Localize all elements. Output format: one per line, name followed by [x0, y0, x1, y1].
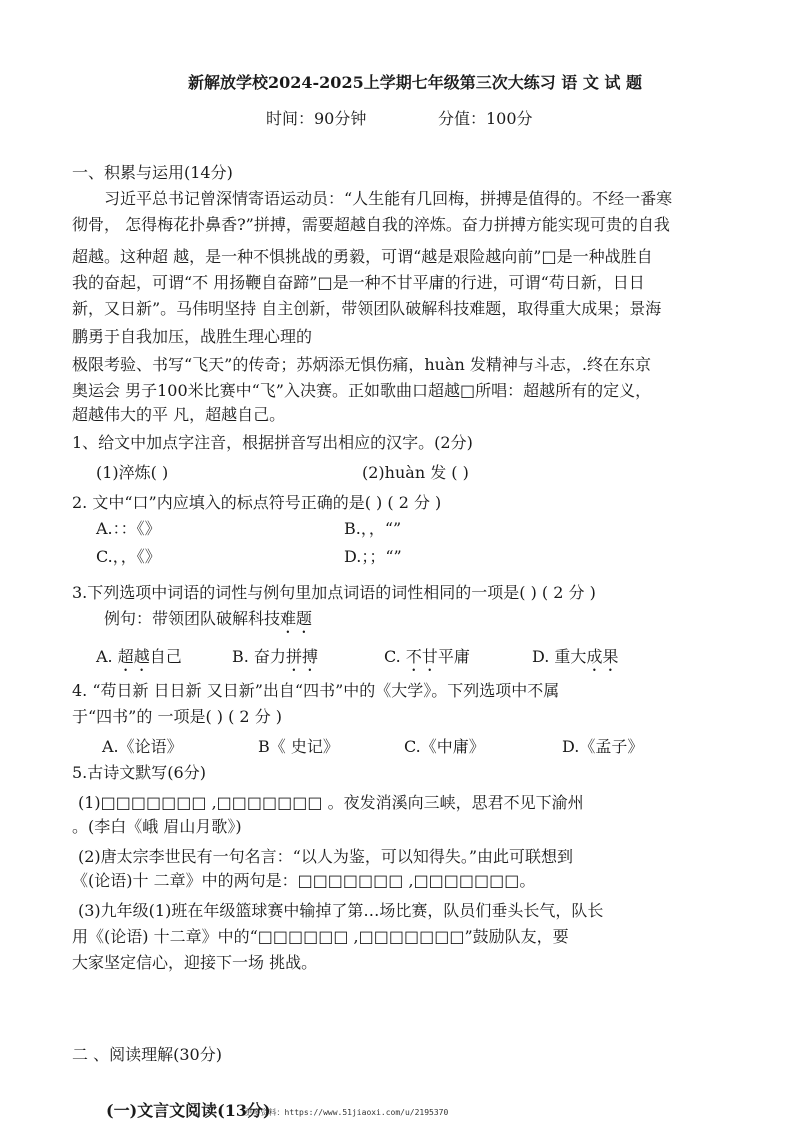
page-title: 新解放学校2024-2025上学期七年级第三次大练习 语 文 试 题 — [188, 73, 642, 92]
option-label: A. — [96, 647, 118, 666]
question-5-part: 用《(论语) 十二章》中的“□□□□□□ ,□□□□□□□”鼓励队友，要 — [72, 927, 569, 946]
subsection-title: (一)文言文阅读(13分) — [106, 1101, 271, 1120]
question-2-stem: 2. 文中“口”内应填入的标点符号正确的是( ) ( 2 分 ) — [72, 493, 442, 512]
dotted-word: 难题 — [280, 609, 313, 628]
question-5-part: (1)□□□□□□□ ,□□□□□□□ 。夜发消溪向三峡，思君不见下渝州 — [78, 793, 584, 812]
question-4-stem: 4. “苟日新 日日新 又日新”出自“四书”中的《大学》。下列选项中不属 — [72, 681, 560, 700]
subsection-heading — [106, 1100, 448, 1124]
dotted-word: 成果 — [586, 647, 619, 666]
question-4-stem: 于“四书”的 一项是( ) ( 2 分 ) — [72, 707, 283, 726]
question-1-part-a: (1)淬炼( ) — [96, 463, 169, 482]
option-text: 平庸 — [437, 647, 470, 666]
passage-line: 极限考验、书写“飞天”的传奇；苏炳添无惧伤痛，huàn 发精神与斗志，.终在东京 — [72, 355, 651, 374]
passage-line: 我的奋起，可谓“不 用扬鞭自奋蹄”□是一种不甘平庸的行进，可谓“苟日新，日日 — [72, 273, 645, 292]
question-5-part: (3)九年级(1)班在年级篮球赛中输掉了第…场比赛，队员们垂头长气，队长 — [78, 901, 604, 920]
dotted-word: 拼搏 — [285, 647, 318, 666]
passage-line: 习近平总书记曾深情寄语运动员：“人生能有几回梅，拼搏是值得的。不经一番寒 — [104, 189, 673, 208]
question-2-option-a: A.：：《》 — [96, 519, 161, 538]
question-2-option-b: B.，，“” — [344, 519, 402, 538]
passage-line: 新，又日新”。马伟明坚持 自主创新，带领团队破解科技难题，取得重大成果；景海 — [72, 299, 662, 318]
question-3-example — [104, 608, 312, 637]
question-3-option-d — [532, 646, 618, 675]
question-5-part: 。(李白《峨 眉山月歌》) — [72, 817, 242, 836]
question-5-part: 大家坚定信心，迎接下一场 挑战。 — [72, 953, 318, 972]
question-3-stem: 3.下列选项中词语的词性与例句里加点词语的词性相同的一项是( ) ( 2 分 ) — [72, 583, 596, 602]
passage-line: 彻骨， 怎得梅花扑鼻香?”拼搏，需要超越自我的淬炼。奋力拼搏方能实现可贵的自我 — [72, 215, 670, 234]
question-5-part: 《(论语)十 二章》中的两句是：□□□□□□□ ,□□□□□□□。 — [72, 871, 536, 890]
passage-line: 奥运会 男子100米比赛中“飞”入决赛。正如歌曲口超越□所唱：超越所有的定义， — [72, 381, 652, 400]
question-4-option-d: D.《孟子》 — [562, 737, 644, 756]
question-1-part-b: (2)huàn 发 ( ) — [362, 463, 469, 482]
option-label: B. 奋力 — [232, 647, 286, 666]
question-2-option-d: D.；；“” — [344, 547, 402, 566]
question-4-option-a: A.《论语》 — [102, 737, 183, 756]
question-5-stem: 5.古诗文默写(6分) — [72, 763, 206, 782]
option-text: 自己 — [149, 647, 182, 666]
question-3-option-c — [384, 646, 470, 675]
dotted-word: 超越 — [117, 647, 150, 666]
source-link[interactable]: 更多资料：https://www.51jiaoxi.com/u/2195370 — [244, 1108, 449, 1117]
question-2-option-c: C.，，《》 — [96, 547, 161, 566]
example-text: 例句：带领团队破解科技 — [104, 609, 281, 628]
passage-line: 鹏勇于自我加压，战胜生理心理的 — [72, 327, 313, 346]
passage-line: 超越伟大的平 凡，超越自己。 — [72, 405, 286, 424]
exam-time: 时间：90分钟 — [266, 109, 367, 128]
section-one-heading: 一、积累与运用(14分) — [72, 163, 233, 182]
section-two-heading: 二 、阅读理解(30分) — [72, 1045, 222, 1064]
question-1-stem: 1、给文中加点字注音，根据拼音写出相应的汉字。(2分) — [72, 433, 473, 452]
exam-score: 分值：100分 — [438, 109, 533, 128]
option-label: C. — [384, 647, 406, 666]
question-5-part: (2)唐太宗李世民有一句名言：“以人为鉴，可以知得失。”由此可联想到 — [78, 847, 574, 866]
question-4-option-c: C.《中庸》 — [404, 737, 485, 756]
option-label: D. 重大 — [532, 647, 587, 666]
passage-line: 超越。这种超 越，是一种不惧挑战的勇毅，可谓“越是艰险越向前”□是一种战胜自 — [72, 247, 653, 266]
question-4-option-b: B《 史记》 — [258, 737, 339, 756]
dotted-word: 不甘 — [405, 647, 438, 666]
question-3-option-a — [96, 646, 182, 675]
question-3-option-b — [232, 646, 318, 675]
